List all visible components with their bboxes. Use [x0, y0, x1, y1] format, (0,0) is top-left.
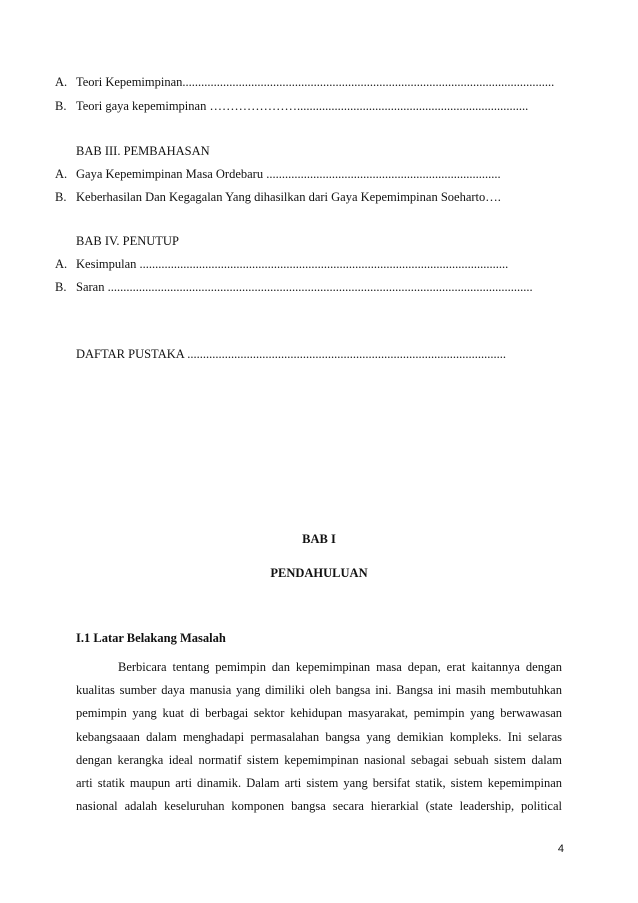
toc-item-number: B.: [55, 99, 67, 113]
paragraph-line: nasional adalah keseluruhan komponen bangsa secara hierarkial (state leadership, political: [76, 799, 562, 814]
toc-item-number: A.: [55, 257, 68, 271]
toc-item-number: A.: [55, 75, 68, 89]
paragraph-line: pemimpin yang kuat di berbagai sektor kehidupan masyarakat, pemimpin yang berwawasan: [76, 706, 562, 721]
chapter-title: BAB I: [302, 532, 336, 546]
toc-daftar-pustaka: DAFTAR PUSTAKA ......................................................................................................: [76, 347, 506, 361]
toc-item-text: Kesimpulan ......................................................................................................................: [76, 257, 509, 271]
toc-chapter-bab4: BAB IV. PENUTUP: [76, 234, 179, 248]
paragraph-line: Berbicara tentang pemimpin dan kepemimpinan masa depan, erat kaitannya dengan: [118, 660, 562, 674]
paragraph-line: dengan kerangka ideal normatif sistem kepemimpinan nasional sebagai sebuah sistem dalam: [76, 752, 562, 767]
paragraph-line: kebangsaaan dalam menghadapi permasalahan bangsa yang demikian kompleks. Ini selaras: [76, 729, 562, 744]
section-heading: I.1 Latar Belakang Masalah: [76, 631, 226, 645]
toc-item-text: Teori Kepemimpinan.......................................................................................................................: [76, 75, 555, 89]
toc-item-number: B.: [55, 280, 67, 294]
toc-chapter-bab3: BAB III. PEMBAHASAN: [76, 144, 210, 158]
paragraph-line: arti statik maupun arti dinamik. Dalam arti sistem yang bersifat statik, sistem kepemimpinan: [76, 776, 562, 791]
toc-item-text: Teori gaya kepemimpinan …………………..........................................................................: [76, 99, 529, 113]
toc-item-number: A.: [55, 167, 68, 181]
page-number: 4: [557, 843, 564, 855]
toc-item-text: Saran ........................................................................................................................................: [76, 280, 533, 294]
toc-item-number: B.: [55, 190, 67, 204]
toc-item-text: Gaya Kepemimpinan Masa Ordebaru ...........................................................................: [76, 167, 501, 181]
toc-item-text: Keberhasilan Dan Kegagalan Yang dihasilkan dari Gaya Kepemimpinan Soeharto….: [76, 190, 501, 204]
body-paragraph: [76, 656, 562, 818]
chapter-subtitle: PENDAHULUAN: [270, 566, 368, 580]
paragraph-line: kualitas sumber daya manusia yang dimiliki oleh bangsa ini. Bangsa ini masih membutuhkan: [76, 683, 562, 698]
